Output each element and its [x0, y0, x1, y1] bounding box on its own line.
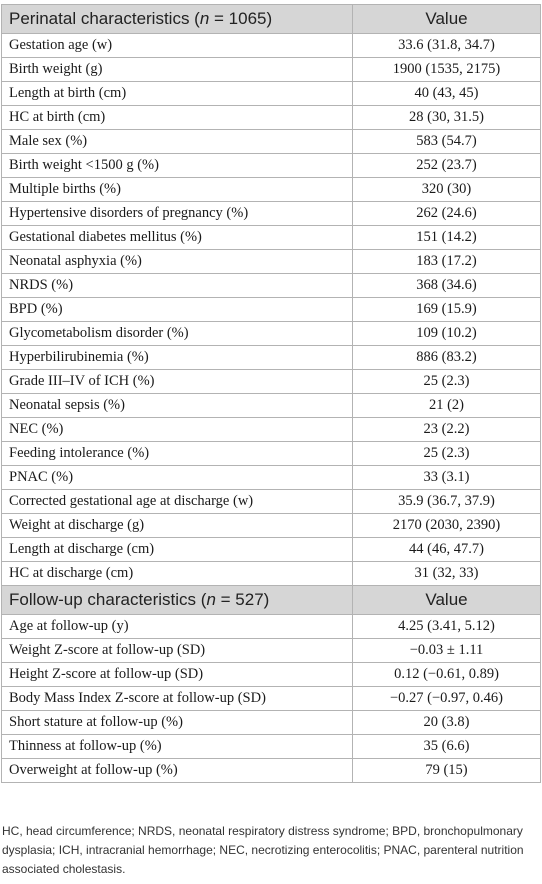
- row-label: Neonatal asphyxia (%): [2, 250, 353, 274]
- row-value: 262 (24.6): [353, 202, 541, 226]
- row-label: Glycometabolism disorder (%): [2, 322, 353, 346]
- row-label: Multiple births (%): [2, 178, 353, 202]
- row-value: 4.25 (3.41, 5.12): [353, 615, 541, 639]
- sample-size-text: = 527): [215, 590, 270, 609]
- section-title-text: Follow-up characteristics (: [9, 590, 207, 609]
- table-row: [2, 615, 541, 639]
- row-value: 35.9 (36.7, 37.9): [353, 490, 541, 514]
- table-row: [2, 466, 541, 490]
- row-label: HC at discharge (cm): [2, 562, 353, 586]
- row-label: Gestational diabetes mellitus (%): [2, 226, 353, 250]
- row-label: BPD (%): [2, 298, 353, 322]
- row-value: 33 (3.1): [353, 466, 541, 490]
- row-value: 31 (32, 33): [353, 562, 541, 586]
- table-row: [2, 394, 541, 418]
- sample-size-symbol: n: [199, 9, 210, 28]
- table-row: [2, 735, 541, 759]
- row-value: 169 (15.9): [353, 298, 541, 322]
- row-value: 583 (54.7): [353, 130, 541, 154]
- table-row: [2, 82, 541, 106]
- row-label: Male sex (%): [2, 130, 353, 154]
- value-column-header: Value: [353, 586, 541, 615]
- row-label: Birth weight <1500 g (%): [2, 154, 353, 178]
- row-value: 1900 (1535, 2175): [353, 58, 541, 82]
- row-label: NEC (%): [2, 418, 353, 442]
- row-value: 20 (3.8): [353, 711, 541, 735]
- table-row: [2, 711, 541, 735]
- table-footnote: HC, head circumference; NRDS, neonatal respiratory distress syndrome; BPD, bronchopulmonary dysplasia; ICH, intracranial hemorrhage; NEC, necrotizing enterocolitis; PNAC, parenteral nutrition associated cholestasis.: [2, 824, 524, 876]
- table-row: [2, 514, 541, 538]
- row-label: HC at birth (cm): [2, 106, 353, 130]
- table-row: [2, 178, 541, 202]
- row-label: Hyperbilirubinemia (%): [2, 346, 353, 370]
- row-value: 35 (6.6): [353, 735, 541, 759]
- section-header-row: [2, 586, 541, 615]
- row-label: PNAC (%): [2, 466, 353, 490]
- row-value: 2170 (2030, 2390): [353, 514, 541, 538]
- row-value: 252 (23.7): [353, 154, 541, 178]
- characteristics-table: [1, 4, 541, 783]
- table-row: [2, 538, 541, 562]
- row-value: 25 (2.3): [353, 442, 541, 466]
- row-value: 40 (43, 45): [353, 82, 541, 106]
- table-row: [2, 202, 541, 226]
- section-header-row: [2, 5, 541, 34]
- section-header-title: [2, 586, 353, 615]
- row-value: 33.6 (31.8, 34.7): [353, 34, 541, 58]
- row-value: 23 (2.2): [353, 418, 541, 442]
- table-row: [2, 34, 541, 58]
- row-label: Grade III–IV of ICH (%): [2, 370, 353, 394]
- row-label: Age at follow-up (y): [2, 615, 353, 639]
- row-label: Gestation age (w): [2, 34, 353, 58]
- row-label: Short stature at follow-up (%): [2, 711, 353, 735]
- table-row: [2, 418, 541, 442]
- table-row: [2, 490, 541, 514]
- table-row: [2, 759, 541, 783]
- sample-size-text: = 1065): [209, 9, 273, 28]
- row-value: −0.03 ± 1.11: [353, 639, 541, 663]
- row-label: Corrected gestational age at discharge (w): [2, 490, 353, 514]
- table-row: [2, 226, 541, 250]
- row-label: Hypertensive disorders of pregnancy (%): [2, 202, 353, 226]
- table-body: [2, 5, 541, 783]
- row-label: NRDS (%): [2, 274, 353, 298]
- row-value: 320 (30): [353, 178, 541, 202]
- row-value: 183 (17.2): [353, 250, 541, 274]
- row-value: 79 (15): [353, 759, 541, 783]
- row-value: 21 (2): [353, 394, 541, 418]
- table-row: [2, 130, 541, 154]
- row-label: Birth weight (g): [2, 58, 353, 82]
- row-value: −0.27 (−0.97, 0.46): [353, 687, 541, 711]
- row-value: 0.12 (−0.61, 0.89): [353, 663, 541, 687]
- row-value: 28 (30, 31.5): [353, 106, 541, 130]
- row-label: Neonatal sepsis (%): [2, 394, 353, 418]
- table-row: [2, 442, 541, 466]
- row-value: 109 (10.2): [353, 322, 541, 346]
- row-label: Body Mass Index Z-score at follow-up (SD): [2, 687, 353, 711]
- table-row: [2, 687, 541, 711]
- row-value: 151 (14.2): [353, 226, 541, 250]
- row-value: 25 (2.3): [353, 370, 541, 394]
- row-label: Thinness at follow-up (%): [2, 735, 353, 759]
- table-row: [2, 663, 541, 687]
- row-value: 886 (83.2): [353, 346, 541, 370]
- table-row: [2, 274, 541, 298]
- row-label: Weight at discharge (g): [2, 514, 353, 538]
- section-title-text: Perinatal characteristics (: [9, 9, 200, 28]
- section-header-title: [2, 5, 353, 34]
- row-label: Length at birth (cm): [2, 82, 353, 106]
- row-label: Feeding intolerance (%): [2, 442, 353, 466]
- table-row: [2, 370, 541, 394]
- row-value: 44 (46, 47.7): [353, 538, 541, 562]
- sample-size-symbol: n: [206, 590, 216, 609]
- table-row: [2, 58, 541, 82]
- row-label: Length at discharge (cm): [2, 538, 353, 562]
- row-label: Height Z-score at follow-up (SD): [2, 663, 353, 687]
- table-row: [2, 346, 541, 370]
- table-row: [2, 154, 541, 178]
- table-row: [2, 106, 541, 130]
- row-label: Weight Z-score at follow-up (SD): [2, 639, 353, 663]
- row-value: 368 (34.6): [353, 274, 541, 298]
- table-row: [2, 639, 541, 663]
- table-row: [2, 250, 541, 274]
- value-column-header: Value: [353, 5, 541, 34]
- table-row: [2, 562, 541, 586]
- table-row: [2, 322, 541, 346]
- table-row: [2, 298, 541, 322]
- row-label: Overweight at follow-up (%): [2, 759, 353, 783]
